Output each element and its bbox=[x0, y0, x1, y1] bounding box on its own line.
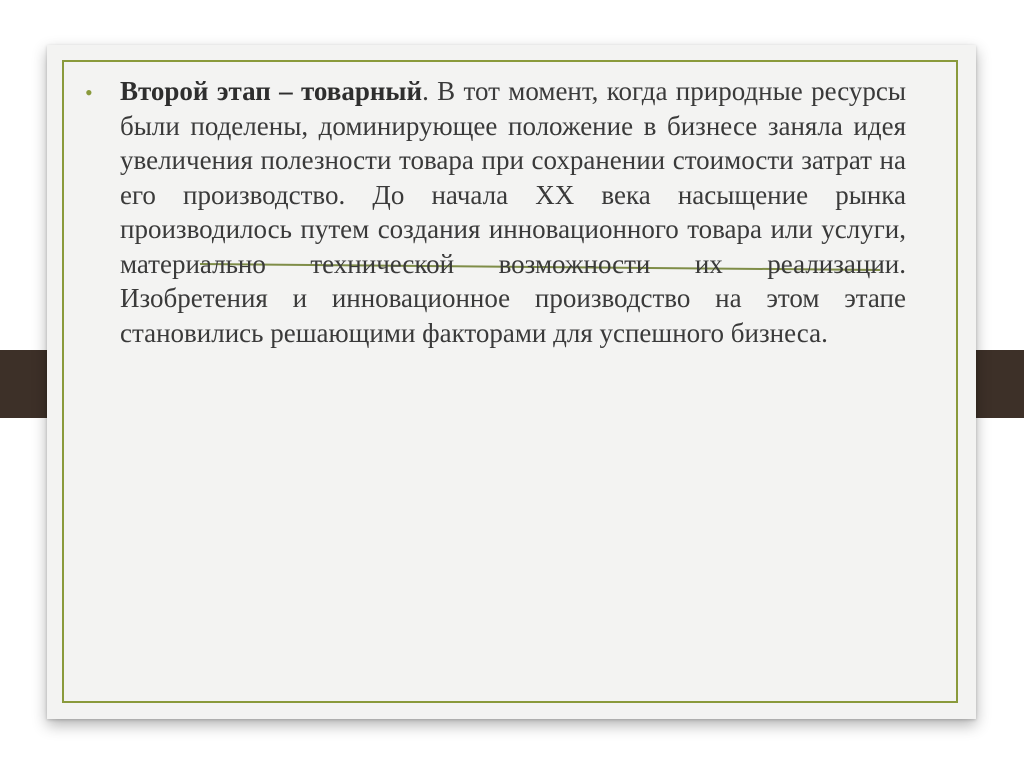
bullet-body: . В тот момент, когда природные ресурсы были поделены, доминирующее положение в бизнесе заняла идея увеличения полезности товара при сохранении стоимости затрат на его производство. До начала XX века насыщение рынка производилось путем создания инновационного товара или услуги, материально технической возможности их реализации. Изобретения и инновационное производство на этом этапе становились решающими факторами для успешного бизнеса. bbox=[120, 76, 907, 348]
bullet-heading: Второй этап – товарный bbox=[120, 76, 423, 106]
bullet-paragraph bbox=[120, 74, 906, 350]
bullet-item bbox=[85, 74, 907, 350]
bullet-icon: • bbox=[85, 80, 93, 105]
